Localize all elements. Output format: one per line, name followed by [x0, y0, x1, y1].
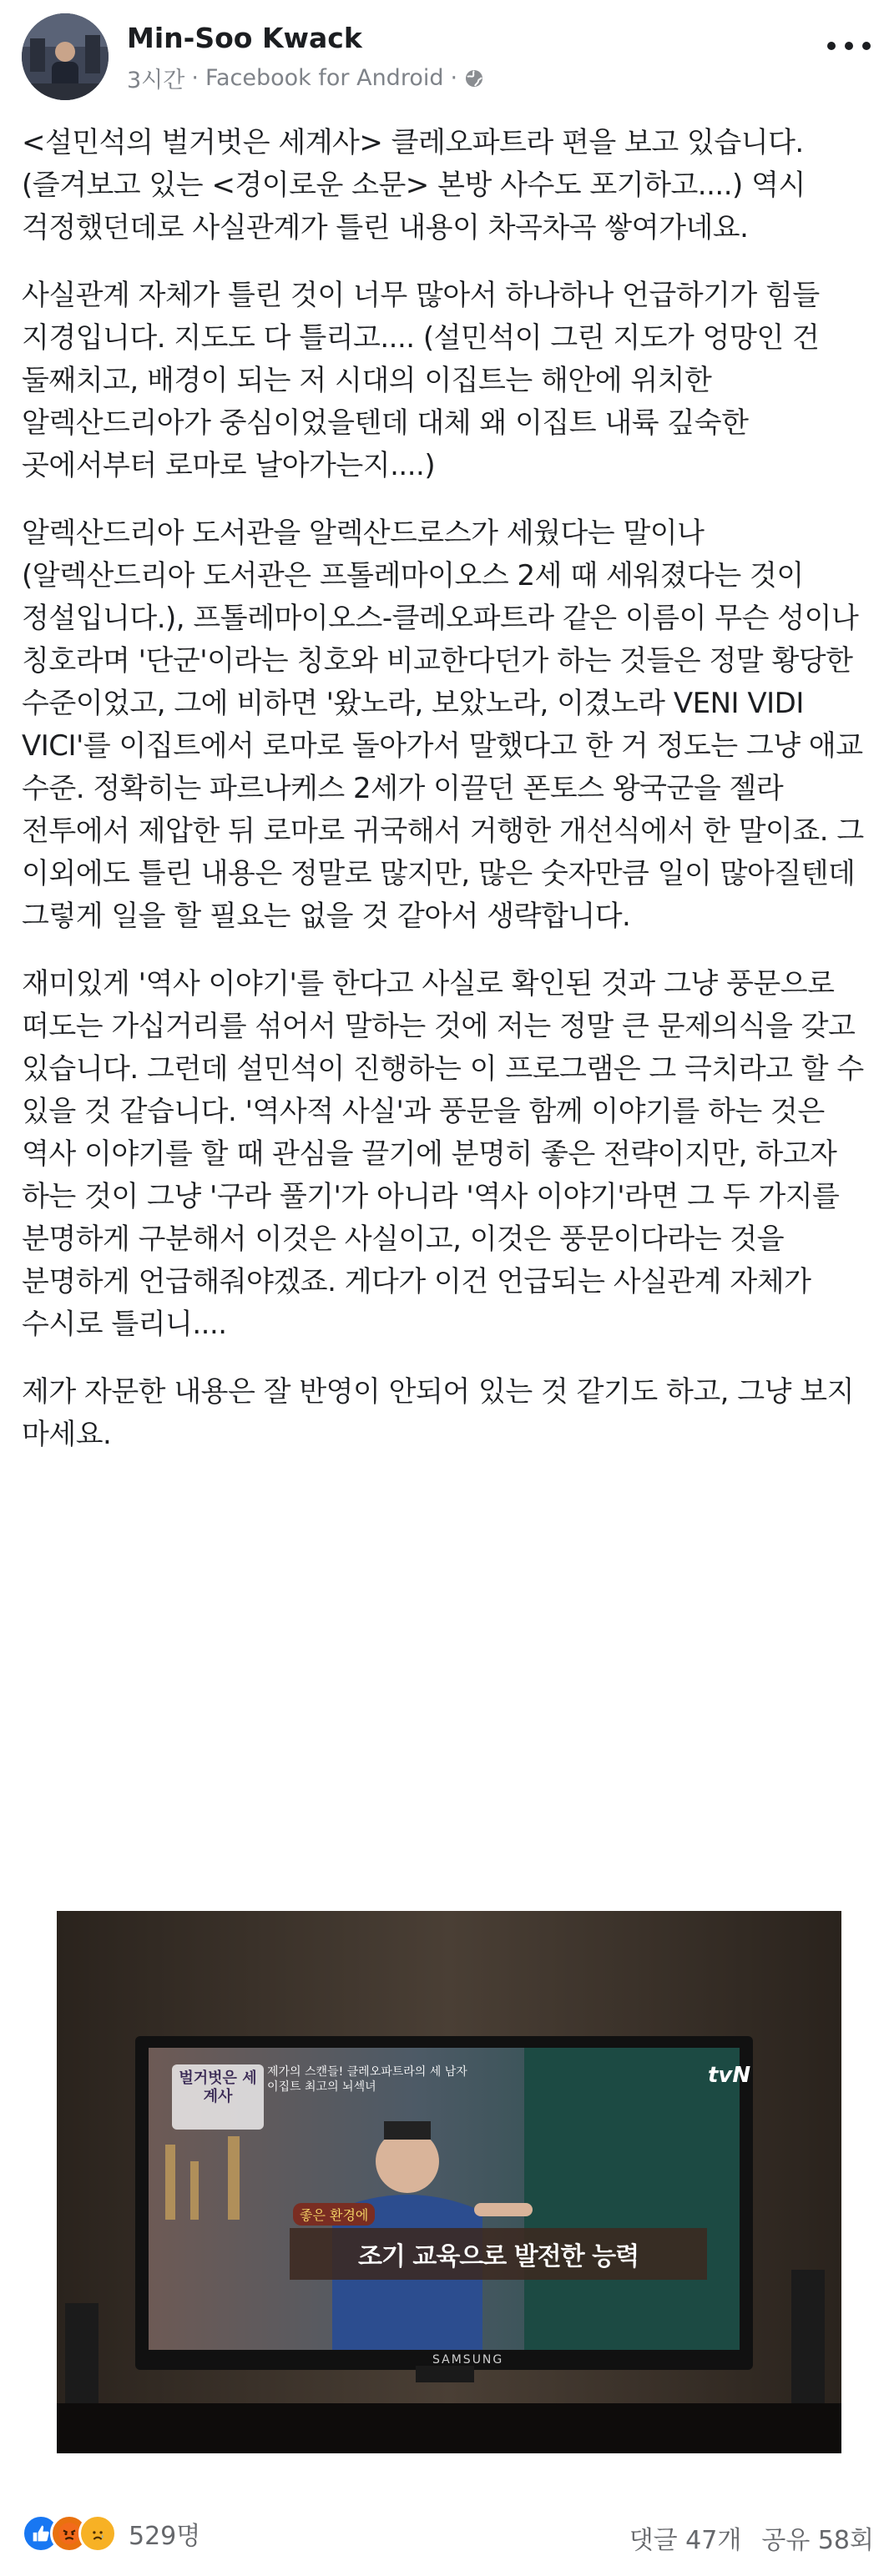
tv-caption: 조기 교육으로 발전한 능력	[290, 2228, 707, 2280]
post-text	[22, 122, 876, 1481]
post-meta	[127, 62, 484, 94]
tv-photo-illustration	[57, 1911, 841, 2453]
post-photo[interactable]	[57, 1911, 841, 2453]
more-options-icon[interactable]	[827, 33, 871, 58]
share-count[interactable]: 공유 58회	[761, 2526, 874, 2555]
post-paragraph: <설민석의 벌거벗은 세계사> 클레오파트라 편을 보고 있습니다. (즐겨보고 있는 <경이로운 소문> 본방 사수도 포기하고....) 역시 걱정했던데로 사실관계가 틀린 내용이 차곡차곡 쌓여가네요.	[22, 126, 806, 244]
tv-subtitle-line-2: 이집트 최고의 뇌섹녀	[267, 2080, 376, 2094]
tv-program-subtitle	[267, 2064, 476, 2095]
meta-separator: ·	[191, 65, 199, 91]
post-header	[0, 0, 894, 117]
tv-subtitle-line: 제가의 스캔들! 클레오파트라의 세 남자	[267, 2065, 467, 2079]
caption-tag: 좋은 환경에	[293, 2203, 375, 2226]
author-avatar[interactable]	[22, 13, 109, 100]
sad-reaction-icon	[78, 2514, 117, 2553]
globe-icon	[464, 68, 484, 88]
post-paragraph: 사실관계 자체가 틀린 것이 너무 많아서 하나하나 언급하기가 힘들 지경입니다. 지도도 다 틀리고.... (설민석이 그린 지도가 엉망인 건 둘째치고, 배경이 되는 저 시대의 이집트는 해안에 위치한 알렉산드리아가 중심이었을텐데 대체 왜 이집트 내륙 깊숙한 곳에서부터 로마로 날아가는지....)	[22, 279, 820, 482]
post-paragraph: 알렉산드리아 도서관을 알렉산드로스가 세웠다는 말이나 (알렉산드리아 도서관은 프톨레마이오스 2세 때 세워졌다는 것이 정설입니다.), 프톨레마이오스-클레오파트라 같은 이름이 무슨 성이나 칭호라며 '단군'이라는 칭호와 비교한다던가 하는 것들은 정말 황당한 수준이었고, 그에 비하면 '왔노라, 보았노라, 이겼노라 VENI VIDI VICI'를 이집트에서 로마로 돌아가서 말했다고 한 거 정도는 그냥 애교 수준. 정확히는 파르나케스 2세가 이끌던 폰토스 왕국군을 젤라 전투에서 제압한 뒤 로마로 귀국해서 거행한 개선식에서 한 말이죠. 그 이외에도 틀린 내용은 정말로 많지만, 많은 숫자만큼 일이 많아질텐데 그렇게 일을 할 필요는 없을 것 같아서 생략합니다.	[22, 517, 864, 933]
tv-program-title: 벌거벗은 세계사	[172, 2064, 264, 2130]
comment-count[interactable]: 댓글 47개	[629, 2526, 742, 2555]
post-source: Facebook for Android	[205, 65, 444, 91]
post-paragraph: 재미있게 '역사 이야기'를 한다고 사실로 확인된 것과 그냥 풍문으로 떠도는 가십거리를 섞어서 말하는 것에 저는 정말 큰 문제의식을 갖고 있습니다. 그런데 설민석이 진행하는 이 프로그램은 그 극치라고 할 수 있을 것 같습니다. '역사적 사실'과 풍문을 함께 이야기를 하는 것은 역사 이야기를 할 때 관심을 끌기에 분명히 좋은 전략이지만, 하고자 하는 것이 그냥 '구라 풀기'가 아니라 '역사 이야기'라면 그 두 가지를 분명하게 구분해서 이것은 사실이고, 이것은 풍문이다라는 것을 분명하게 언급해줘야겠죠. 게다가 이건 언급되는 사실관계 자체가 수시로 틀리니....	[22, 967, 864, 1341]
post-paragraph: 제가 자문한 내용은 잘 반영이 안되어 있는 것 같기도 하고, 그냥 보지 마세요.	[22, 1375, 854, 1451]
channel-logo: tvN	[708, 2063, 751, 2088]
avatar-image	[22, 13, 109, 100]
tv-brand: SAMSUNG	[432, 2353, 504, 2367]
engagement-counts	[629, 2519, 874, 2556]
post-footer	[0, 2499, 894, 2566]
meta-separator-2: ·	[450, 65, 458, 91]
author-name[interactable]: Min-Soo Kwack	[127, 22, 362, 54]
reactions-summary[interactable]	[22, 2514, 200, 2553]
post-time[interactable]: 3시간	[127, 68, 185, 93]
reaction-count: 529명	[129, 2522, 201, 2551]
